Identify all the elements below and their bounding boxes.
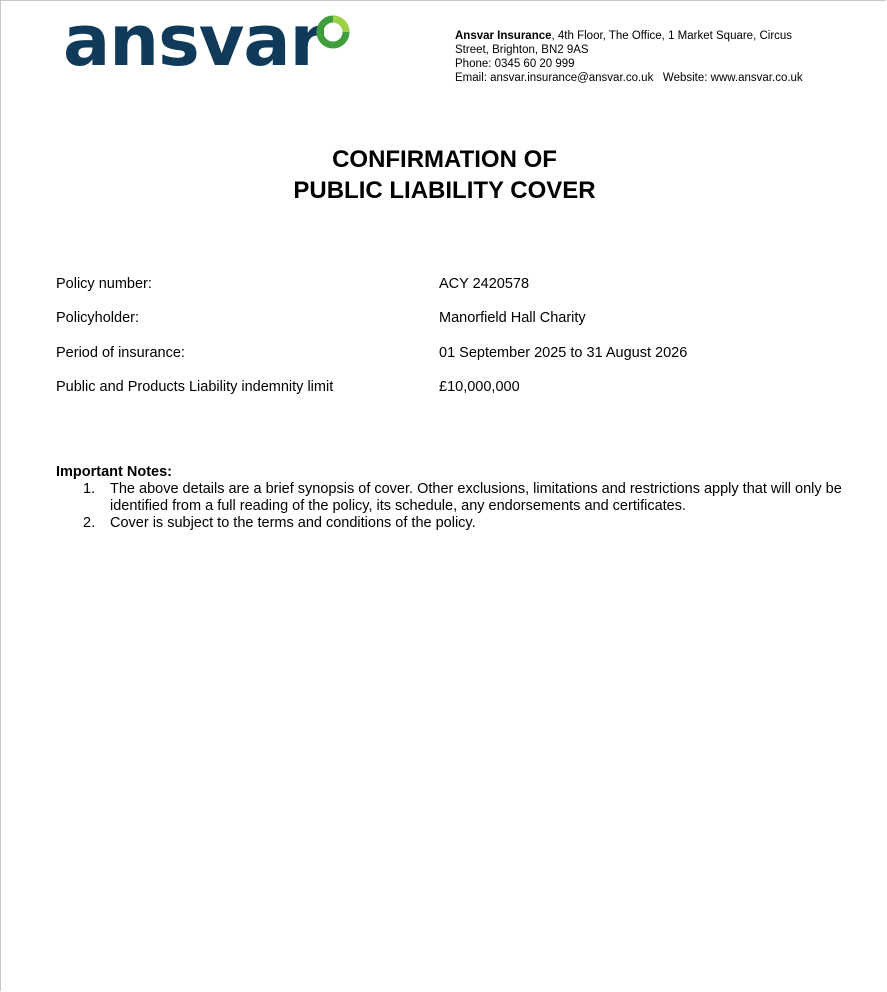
indemnity-limit-value: £10,000,000 — [439, 379, 520, 396]
logo-ring-icon — [315, 14, 351, 50]
address-line-1-text: , 4th Floor, The Office, 1 Market Square, Circus — [551, 30, 793, 42]
important-notes — [56, 464, 856, 532]
note-number-1: 1. — [83, 481, 96, 497]
note-text-2: Cover is subject to the terms and conditions of the policy. — [110, 515, 476, 531]
note-item-1 — [56, 481, 856, 515]
title-line-1: CONFIRMATION OF — [332, 146, 557, 173]
note-number-2: 2. — [83, 515, 96, 531]
note-text-1: The above details are a brief synopsis of cover. Other exclusions, limitations and restrictions apply that will only be identified from a full reading of the policy, its schedule, any endorsements and certificates. — [110, 481, 842, 514]
policyholder-label: Policyholder: — [56, 310, 140, 327]
policy-number-row — [56, 275, 856, 309]
notes-heading: Important Notes: — [56, 464, 172, 480]
notes-list — [56, 481, 856, 532]
logo-wordmark: ansvar — [63, 0, 324, 82]
policy-details — [56, 275, 856, 413]
policy-number-value: ACY 2420578 — [439, 276, 530, 292]
period-row — [56, 344, 856, 378]
policyholder-row — [56, 309, 856, 343]
indemnity-limit-label: Public and Products Liability indemnity limit — [56, 379, 334, 396]
policy-number-label: Policy number: — [56, 276, 152, 292]
note-item-2 — [56, 515, 856, 532]
contact-line — [455, 71, 855, 85]
company-name: Ansvar Insurance — [455, 30, 552, 42]
email-text: Email: ansvar.insurance@ansvar.co.uk — [455, 72, 654, 84]
title-line-2: PUBLIC LIABILITY COVER — [293, 177, 596, 204]
document-title — [1, 144, 887, 206]
website-text: Website: www.ansvar.co.uk — [662, 72, 803, 84]
indemnity-limit-row — [56, 378, 856, 412]
address-line-2: Street, Brighton, BN2 9AS — [455, 44, 589, 56]
company-address-block — [455, 29, 855, 85]
ansvar-logo — [63, 0, 353, 82]
phone-line: Phone: 0345 60 20 999 — [455, 58, 575, 70]
address-line-1 — [455, 29, 855, 43]
period-value: 01 September 2025 to 31 August 2026 — [439, 344, 688, 361]
period-label: Period of insurance: — [56, 344, 185, 361]
policyholder-value: Manorfield Hall Charity — [439, 310, 586, 327]
